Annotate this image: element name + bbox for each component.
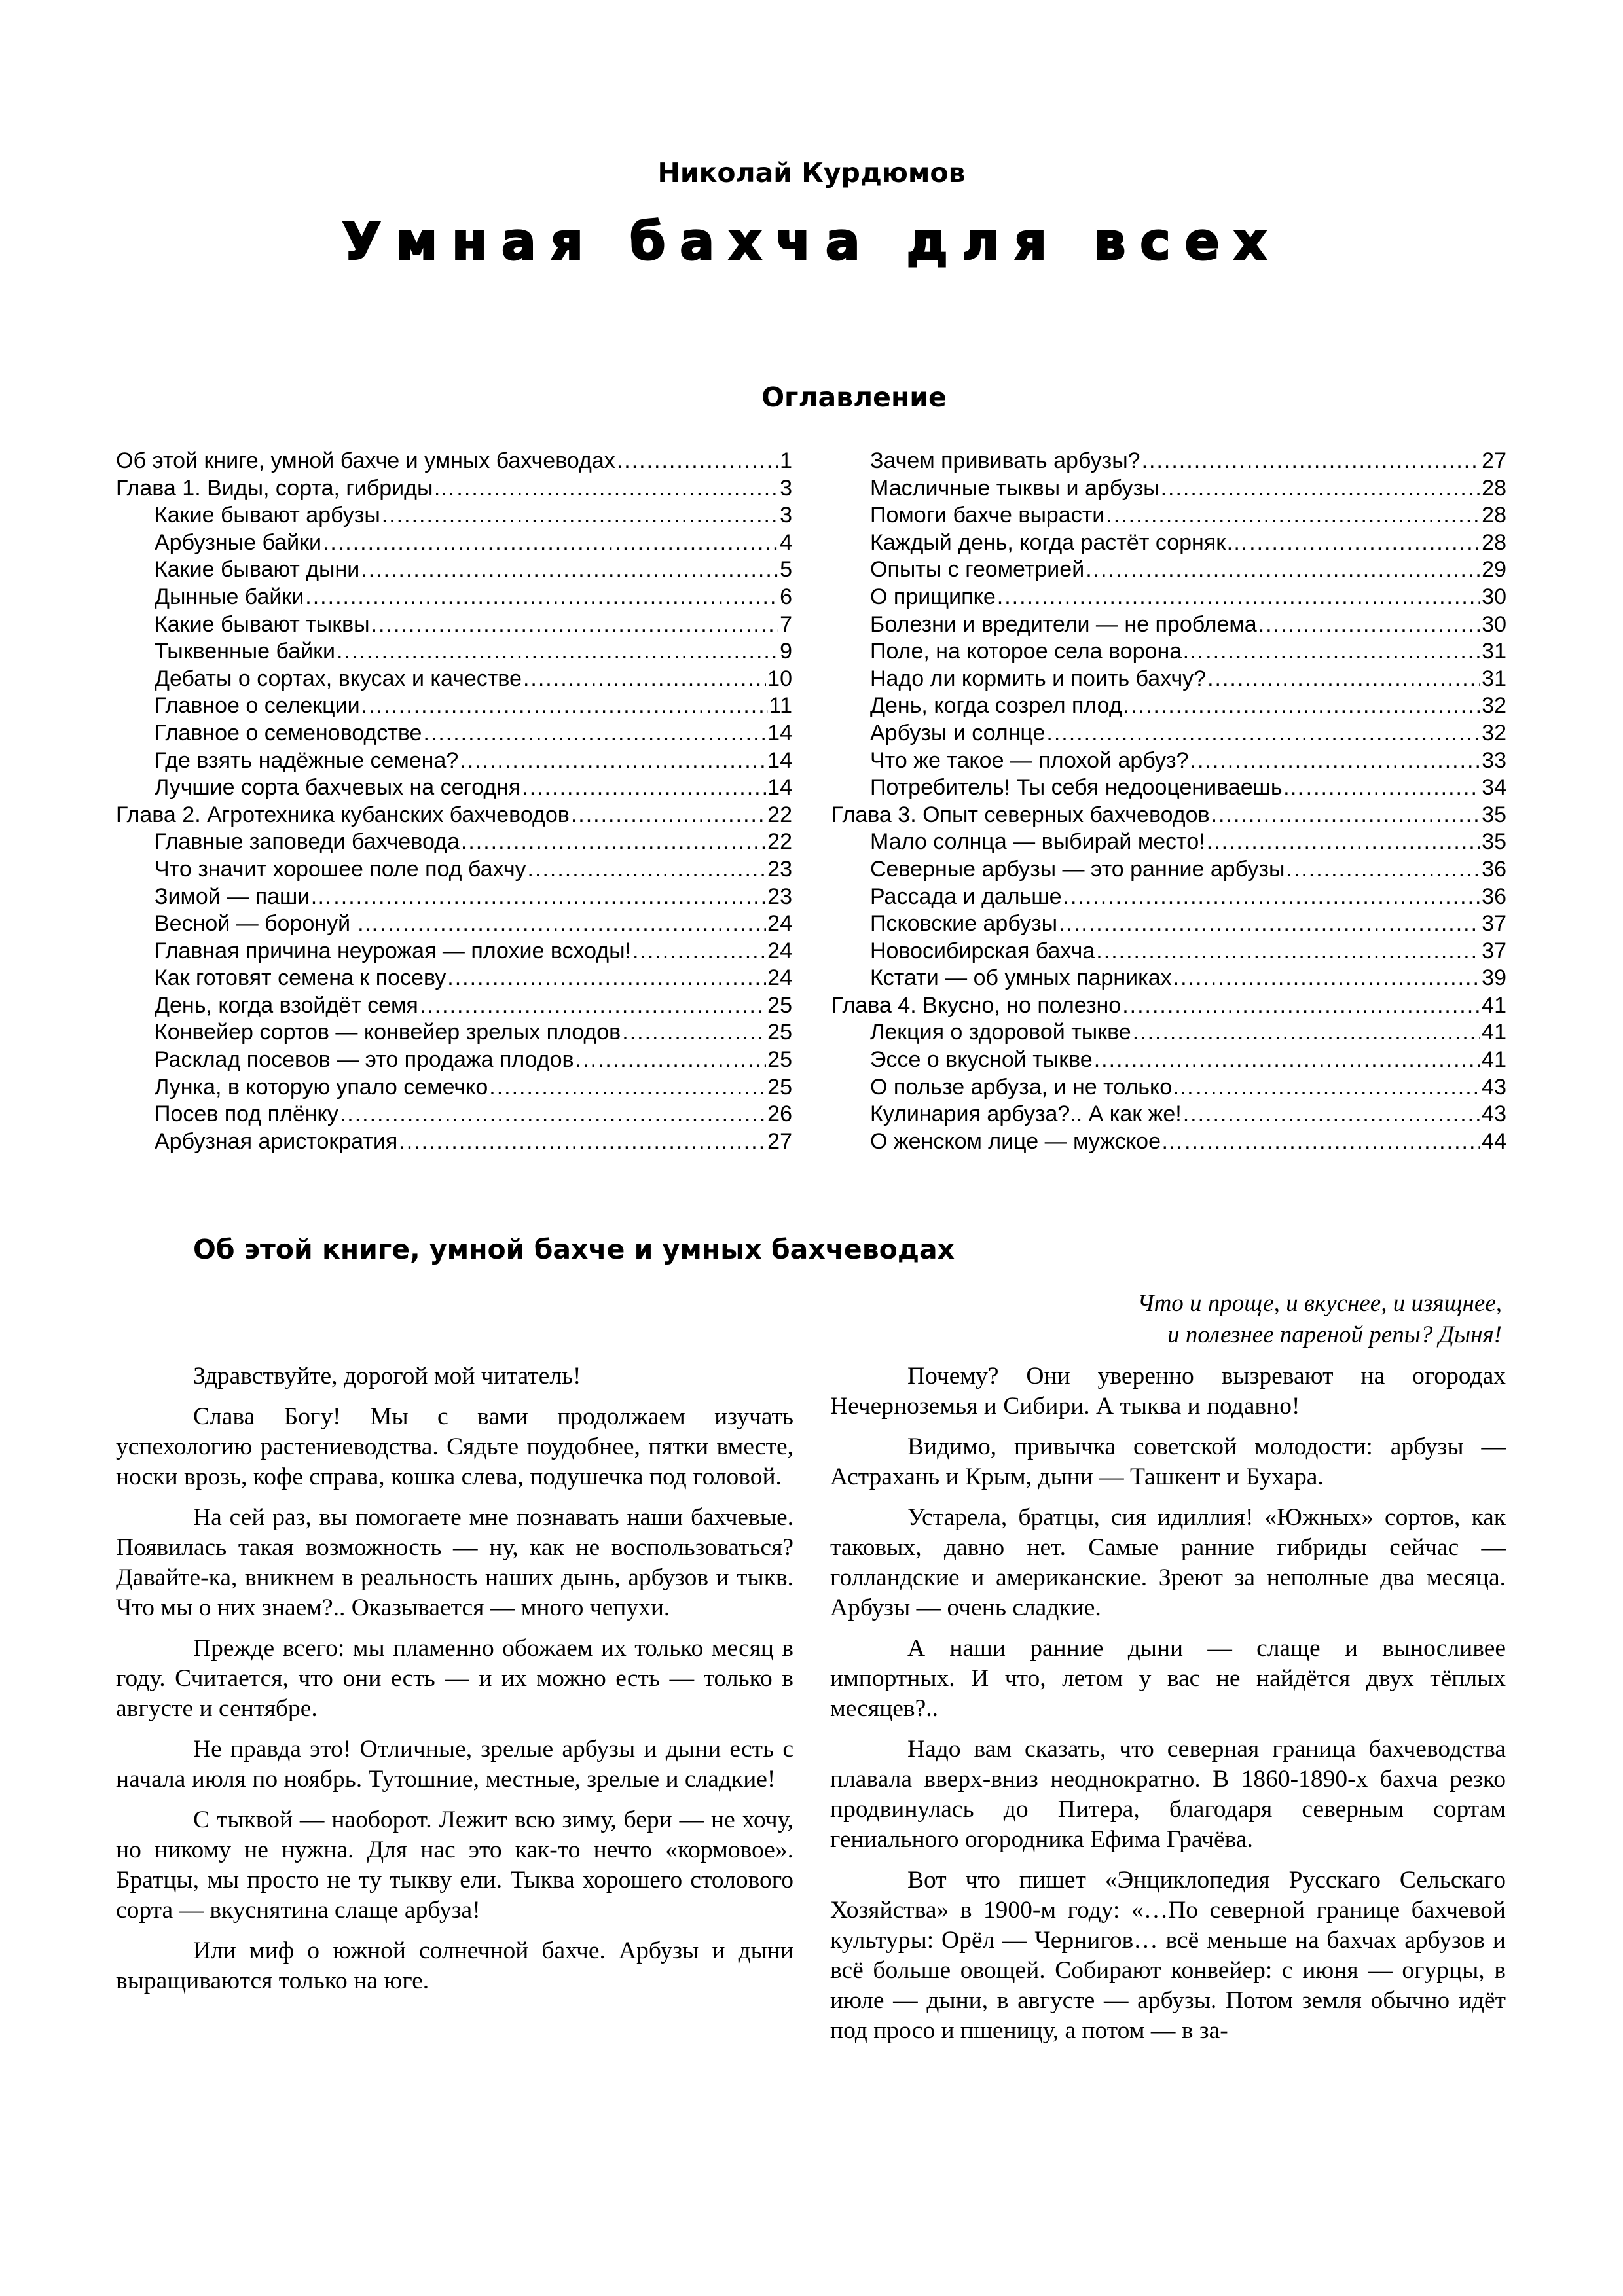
toc-leader-dots — [1046, 720, 1480, 747]
toc-entry-title: Главные заповеди бахчевода — [155, 829, 460, 855]
toc-entry[interactable] — [831, 829, 1506, 856]
toc-entry[interactable] — [116, 910, 792, 938]
toc-right-column — [831, 448, 1506, 1155]
toc-entry[interactable] — [831, 1019, 1506, 1047]
toc-entry-title: Главная причина неурожая — плохие всходы! — [155, 938, 632, 963]
toc-entry-title: О прищипке — [870, 584, 996, 609]
toc-entry-title: Зимой — паши… — [155, 884, 333, 909]
toc-entry[interactable] — [831, 938, 1506, 965]
toc-leader-dots — [523, 666, 766, 693]
toc-entry-title: Рассада и дальше — [870, 884, 1062, 909]
toc-entry-page: 25 — [767, 992, 792, 1018]
toc-leader-dots — [1190, 747, 1481, 775]
toc-entry-page: 28 — [1482, 475, 1506, 501]
toc-entry-page: 24 — [767, 911, 792, 937]
toc-entry-title: Весной — боронуй … — [155, 911, 379, 937]
toc-leader-dots — [333, 884, 766, 911]
toc-leader-dots — [1184, 1128, 1480, 1156]
toc-entry-title: О пользе арбуза, и не только… — [870, 1074, 1195, 1100]
toc-leader-dots — [447, 965, 766, 992]
body-paragraph: Вот что пишет «Энциклопедия Русскаго Сельскаго Хозяйства» в 1900-м году: «…По северной границе бахчевой культуры: Орёл — Чернигов… всё меньше на бахчах арбузов и всё больше овощей. Собирают конвейер: с июня — огурцы, в июле — дыни, в августе — арбузы. Потом земля обычно идёт под просо и пшеницу, а потом — в за- — [830, 1867, 1506, 2044]
toc-entry-page: 28 — [1482, 503, 1506, 528]
toc-entry-title: Псковские арбузы — [870, 911, 1058, 937]
toc-entry-page: 36 — [1482, 856, 1506, 882]
toc-entry-page: 6 — [780, 584, 792, 609]
toc-leader-dots — [1059, 910, 1480, 938]
toc-entry-page: 35 — [1482, 802, 1506, 827]
toc-entry-page: 14 — [767, 720, 792, 745]
toc-entry-page: 26 — [767, 1102, 792, 1127]
toc-entry-page: 41 — [1482, 1020, 1506, 1045]
toc-entry-title: Лекция о здоровой тыкве — [870, 1020, 1131, 1045]
toc-leader-dots — [1306, 774, 1481, 802]
toc-leader-dots — [1094, 1047, 1480, 1074]
toc-entry[interactable] — [831, 910, 1506, 938]
toc-leader-dots — [1249, 529, 1480, 557]
toc-leader-dots — [1205, 638, 1480, 666]
toc-entry-page: 25 — [767, 1047, 792, 1073]
body-paragraph: На сей раз, вы помогаете мне познавать наши бахчевые. Появилась такая возможность — ну, как не воспользоваться? Давайте-ка, вникнем в реальность наших дынь, арбузов и тыкв. Что мы о них знаем?.. Оказывается — много чепухи. — [116, 1504, 793, 1621]
toc-left-column — [116, 448, 792, 1155]
toc-entry-page: 30 — [1482, 611, 1506, 637]
body-paragraph: Почему? Они уверенно вызревают на огородах Нечерноземья и Сибири. А тыква и подавно! — [830, 1363, 1506, 1420]
toc-entry-page: 3 — [780, 475, 792, 501]
body-paragraph: Слава Богу! Мы с вами продолжаем изучать успехологию растениеводства. Сядьте поудобнее, пятки вместе, носки врозь, кофе справа, кошка слева, подушечка под головой. — [116, 1403, 793, 1490]
toc-leader-dots — [1106, 502, 1480, 529]
toc-entry-page: 24 — [767, 965, 792, 991]
toc-leader-dots — [571, 802, 766, 829]
toc-entry-page: 1 — [780, 448, 792, 473]
toc-entry[interactable] — [831, 1101, 1506, 1128]
toc-entry-title: Посев под плёнку — [155, 1102, 338, 1127]
toc-entry[interactable] — [831, 475, 1506, 503]
toc-entry-title: Где взять надёжные семена? — [155, 747, 459, 773]
toc-entry-title: Глава 1. Виды, сорта, гибриды… — [116, 475, 456, 501]
toc-entry[interactable] — [116, 884, 792, 911]
toc-entry-title: Что же такое — плохой арбуз? — [870, 747, 1189, 773]
toc-leader-dots — [461, 829, 766, 856]
body-paragraph: Здравствуйте, дорогой мой читатель! — [193, 1363, 581, 1390]
toc-leader-dots — [489, 1074, 766, 1102]
toc-entry-title: Дебаты о сортах, вкусах и качестве — [155, 666, 522, 691]
toc-entry[interactable] — [116, 938, 792, 965]
toc-entry-title: Каждый день, когда растёт сорняк… — [870, 529, 1249, 555]
toc-entry-page: 3 — [780, 503, 792, 528]
toc-entry-page: 10 — [767, 666, 792, 691]
toc-leader-dots — [1207, 829, 1480, 856]
toc-entry-page: 31 — [1482, 666, 1506, 691]
toc-leader-dots — [340, 1101, 766, 1128]
toc-entry-page: 37 — [1482, 911, 1506, 937]
toc-leader-dots — [1161, 475, 1481, 503]
epigraph — [716, 1288, 1502, 1351]
body-paragraph: А наши ранние дыни — слаще и выносливее импортных. И что, летом у вас не найдётся двух тёплых месяцев?.. — [830, 1635, 1506, 1722]
epigraph-line: и полезнее пареной репы? Дыня! — [1167, 1321, 1502, 1348]
toc-leader-dots — [1142, 448, 1481, 475]
toc-entry-title: Кулинария арбуза?.. А как же! — [870, 1102, 1182, 1127]
toc-entry-title: Северные арбузы — это ранние арбузы — [870, 856, 1285, 882]
toc-leader-dots — [420, 992, 766, 1020]
toc-entry-page: 23 — [767, 856, 792, 882]
toc-leader-dots — [361, 556, 778, 584]
toc-entry[interactable] — [116, 475, 792, 503]
toc-entry-page: 9 — [780, 639, 792, 664]
toc-leader-dots — [575, 1047, 767, 1074]
toc-leader-dots — [382, 502, 778, 529]
toc-entry[interactable] — [831, 448, 1506, 475]
toc-entry[interactable] — [116, 638, 792, 666]
toc-entry-page: 44 — [1482, 1128, 1506, 1154]
toc-leader-dots — [1123, 692, 1481, 720]
toc-entry[interactable] — [116, 502, 792, 529]
author-name: Николай Курдюмов — [657, 157, 966, 188]
body-paragraph: Видимо, привычка советской молодости: арбузы — Астрахань и Крым, дыни — Ташкент и Бухара. — [830, 1433, 1506, 1490]
toc-entry-title: Мало солнца — выбирай место! — [870, 829, 1205, 855]
toc-leader-dots — [305, 584, 778, 611]
toc-entry-page: 35 — [1482, 829, 1506, 855]
book-title-text: Умная бахча для всех — [342, 213, 1281, 272]
toc-entry[interactable] — [116, 1047, 792, 1074]
toc-leader-dots — [1195, 1074, 1480, 1102]
toc-leader-dots — [361, 692, 768, 720]
toc-entry[interactable] — [116, 556, 792, 584]
toc-entry[interactable] — [831, 584, 1506, 611]
toc-entry[interactable] — [831, 692, 1506, 720]
toc-leader-dots — [1133, 1019, 1480, 1047]
toc-entry-page: 43 — [1482, 1074, 1506, 1100]
toc-leader-dots — [423, 720, 766, 747]
body-paragraph: Не правда это! Отличные, зрелые арбузы и дыни есть с начала июля по ноябрь. Тутошние, местные, зрелые и сладкие! — [116, 1736, 793, 1793]
toc-entry-page: 43 — [1482, 1102, 1506, 1127]
toc-entry-title: Конвейер сортов — конвейер зрелых плодов — [155, 1020, 621, 1045]
toc-entry[interactable] — [831, 720, 1506, 747]
toc-entry[interactable] — [116, 1101, 792, 1128]
toc-entry-page: 32 — [1482, 720, 1506, 745]
toc-leader-dots — [399, 1128, 766, 1156]
toc-entry-page: 41 — [1482, 992, 1506, 1018]
toc-leader-dots — [1207, 666, 1480, 693]
toc-leader-dots — [1122, 992, 1480, 1020]
toc-entry-page: 30 — [1482, 584, 1506, 609]
epigraph-line: Что и проще, и вкуснее, и изящнее, — [1137, 1290, 1502, 1317]
toc-entry-page: 22 — [767, 829, 792, 855]
toc-entry-title: Глава 2. Агротехника кубанских бахчеводов — [116, 802, 570, 827]
toc-entry[interactable] — [831, 529, 1506, 557]
toc-entry-title: День, когда взойдёт семя — [155, 992, 418, 1018]
toc-entry-page: 29 — [1482, 557, 1506, 583]
toc-leader-dots — [1096, 938, 1480, 965]
toc-leader-dots — [456, 475, 778, 503]
toc-leader-dots — [1258, 611, 1480, 639]
toc-entry[interactable] — [831, 884, 1506, 911]
toc-entry-title: Какие бывают дыни — [155, 557, 360, 583]
body-paragraph: С тыквой — наоборот. Лежит всю зиму, бери — не хочу, но никому не нужна. Для нас это как-то нечто «кормовое». Братцы, мы просто не ту тыкву ели. Тыква хорошего столового сорта — вкуснятина слаще арбуза! — [116, 1806, 793, 1924]
toc-entry-title: Расклад посевов — это продажа плодов — [155, 1047, 574, 1073]
toc-entry-page: 14 — [767, 747, 792, 773]
toc-entry[interactable] — [116, 747, 792, 775]
toc-entry[interactable] — [116, 584, 792, 611]
body-paragraph: Устарела, братцы, сия идиллия! «Южных» сортов, как таковых, давно нет. Самые ранние гибриды сейчас — голландские и американские. Зреют за неполные два месяца. Арбузы — очень сладкие. — [830, 1504, 1506, 1621]
toc-entry-title: Лучшие сорта бахчевых на сегодня — [155, 775, 521, 800]
toc-entry-title: Об этой книге, умной бахче и умных бахчеводах — [116, 448, 615, 473]
toc-entry-title: Новосибирская бахча — [870, 938, 1095, 963]
toc-entry-title: Болезни и вредители — не проблема — [870, 611, 1257, 637]
toc-entry[interactable] — [116, 965, 792, 992]
toc-entry[interactable] — [116, 856, 792, 884]
toc-entry[interactable] — [116, 720, 792, 747]
toc-entry-title: Опыты с геометрией — [870, 557, 1085, 583]
toc-entry-title: Арбузные байки — [155, 529, 321, 555]
toc-entry-title: Эссе о вкусной тыкве — [870, 1047, 1093, 1073]
toc-entry-page: 7 — [780, 611, 792, 637]
toc-leader-dots — [1173, 965, 1481, 992]
toc-entry-title: Арбузы и солнце — [870, 720, 1046, 745]
toc-entry[interactable] — [831, 611, 1506, 639]
toc-entry[interactable] — [116, 448, 792, 475]
toc-entry[interactable] — [831, 1047, 1506, 1074]
toc-entry-page: 37 — [1482, 938, 1506, 963]
toc-entry[interactable] — [116, 992, 792, 1020]
toc-leader-dots — [617, 448, 778, 475]
toc-entry[interactable] — [116, 529, 792, 557]
toc-entry-title: Глава 3. Опыт северных бахчеводов — [831, 802, 1210, 827]
toc-entry-page: 23 — [767, 884, 792, 909]
toc-entry-page: 4 — [780, 529, 792, 555]
toc-entry[interactable] — [831, 856, 1506, 884]
toc-entry-title: Кстати — об умных парниках — [870, 965, 1172, 991]
toc-entry-page: 28 — [1482, 529, 1506, 555]
toc-entry-page: 11 — [769, 693, 792, 719]
toc-leader-dots — [997, 584, 1480, 611]
toc-entry-title: Помоги бахче вырасти — [870, 503, 1105, 528]
toc-entry-page: 25 — [767, 1020, 792, 1045]
toc-entry-page: 27 — [1482, 448, 1506, 473]
toc-entry[interactable] — [116, 829, 792, 856]
toc-leader-dots — [522, 774, 766, 802]
toc-entry[interactable] — [116, 1128, 792, 1156]
toc-entry[interactable] — [831, 502, 1506, 529]
toc-entry-title: Зачем прививать арбузы? — [870, 448, 1140, 473]
toc-entry[interactable] — [116, 802, 792, 829]
toc-entry-title: Арбузная аристократия — [155, 1128, 398, 1154]
toc-entry-title: Поле, на которое села ворона… — [870, 639, 1205, 664]
toc-entry-page: 32 — [1482, 693, 1506, 719]
toc-entry[interactable] — [831, 774, 1506, 802]
toc-leader-dots — [1211, 802, 1481, 829]
toc-entry[interactable] — [116, 692, 792, 720]
toc-leader-dots — [1063, 884, 1481, 911]
toc-entry[interactable] — [116, 1019, 792, 1047]
toc-entry[interactable] — [831, 747, 1506, 775]
toc-entry-page: 36 — [1482, 884, 1506, 909]
toc-entry-page: 5 — [780, 557, 792, 583]
toc-entry-title: Главное о семеноводстве — [155, 720, 422, 745]
toc-entry-title: Тыквенные байки — [155, 639, 335, 664]
toc-heading: Оглавление — [761, 382, 947, 413]
body-text-left-column — [116, 1361, 793, 2007]
toc-leader-dots — [1085, 556, 1480, 584]
body-paragraph: Прежде всего: мы пламенно обожаем их только месяц в году. Считается, что они есть — и их можно есть — только в августе и сентябре. — [116, 1635, 793, 1722]
toc-leader-dots — [1183, 1101, 1480, 1128]
toc-entry-title: Дынные байки — [155, 584, 304, 609]
toc-leader-dots — [632, 938, 766, 965]
body-text-right-column — [830, 1361, 1506, 2056]
toc-entry-title: Какие бывают арбузы — [155, 503, 380, 528]
toc-leader-dots — [1286, 856, 1480, 884]
toc-entry[interactable] — [831, 1128, 1506, 1156]
toc-leader-dots — [380, 910, 767, 938]
toc-entry-title: Главное о селекции — [155, 693, 360, 719]
book-title — [0, 213, 1623, 272]
toc-entry[interactable] — [831, 1074, 1506, 1102]
toc-entry-page: 22 — [767, 802, 792, 827]
toc-entry-title: Какие бывают тыквы — [155, 611, 370, 637]
toc-leader-dots — [622, 1019, 766, 1047]
toc-entry-page: 14 — [767, 775, 792, 800]
toc-entry-title: Надо ли кормить и поить бахчу? — [870, 666, 1207, 691]
toc-entry[interactable] — [831, 992, 1506, 1020]
toc-leader-dots — [337, 638, 778, 666]
toc-entry[interactable] — [116, 1074, 792, 1102]
toc-leader-dots — [371, 611, 778, 639]
toc-entry-title: Масличные тыквы и арбузы — [870, 475, 1159, 501]
body-paragraph: Или миф о южной солнечной бахче. Арбузы и дыни выращиваются только на юге. — [116, 1937, 793, 1994]
toc-entry-title: День, когда созрел плод — [870, 693, 1122, 719]
toc-entry-page: 27 — [767, 1128, 792, 1154]
toc-entry[interactable] — [116, 774, 792, 802]
toc-entry-page: 41 — [1482, 1047, 1506, 1073]
body-paragraph: Надо вам сказать, что северная граница бахчеводства плавала вверх-вниз неоднократно. В 1860-1890-х бахча резко продвинулась до Питера, благодаря северным сортам гениального огородника Ефима Грачёва. — [830, 1736, 1506, 1853]
toc-entry[interactable] — [831, 638, 1506, 666]
toc-entry[interactable] — [831, 802, 1506, 829]
toc-leader-dots — [323, 529, 778, 557]
toc-entry[interactable] — [831, 666, 1506, 693]
toc-entry-page: 25 — [767, 1074, 792, 1100]
toc-entry-page: 24 — [767, 938, 792, 963]
section-heading: Об этой книге, умной бахче и умных бахчеводах — [193, 1234, 955, 1265]
toc-entry[interactable] — [831, 556, 1506, 584]
toc-leader-dots — [528, 856, 767, 884]
toc-leader-dots — [460, 747, 766, 775]
toc-entry-title: Потребитель! Ты себя недооцениваешь… — [870, 775, 1305, 800]
toc-entry-page: 31 — [1482, 639, 1506, 664]
toc-entry-title: Лунка, в которую упало семечко — [155, 1074, 488, 1100]
toc-entry[interactable] — [831, 965, 1506, 992]
toc-entry-page: 34 — [1482, 775, 1506, 800]
toc-entry-page: 39 — [1482, 965, 1506, 991]
toc-entry[interactable] — [116, 666, 792, 693]
toc-entry-page: 33 — [1482, 747, 1506, 773]
toc-entry[interactable] — [116, 611, 792, 639]
toc-entry-title: Глава 4. Вкусно, но полезно — [831, 992, 1122, 1018]
toc-entry-title: Как готовят семена к посеву — [155, 965, 447, 991]
toc-entry-title: Что значит хорошее поле под бахчу — [155, 856, 526, 882]
toc-entry-title: О женском лице — мужское… — [870, 1128, 1183, 1154]
